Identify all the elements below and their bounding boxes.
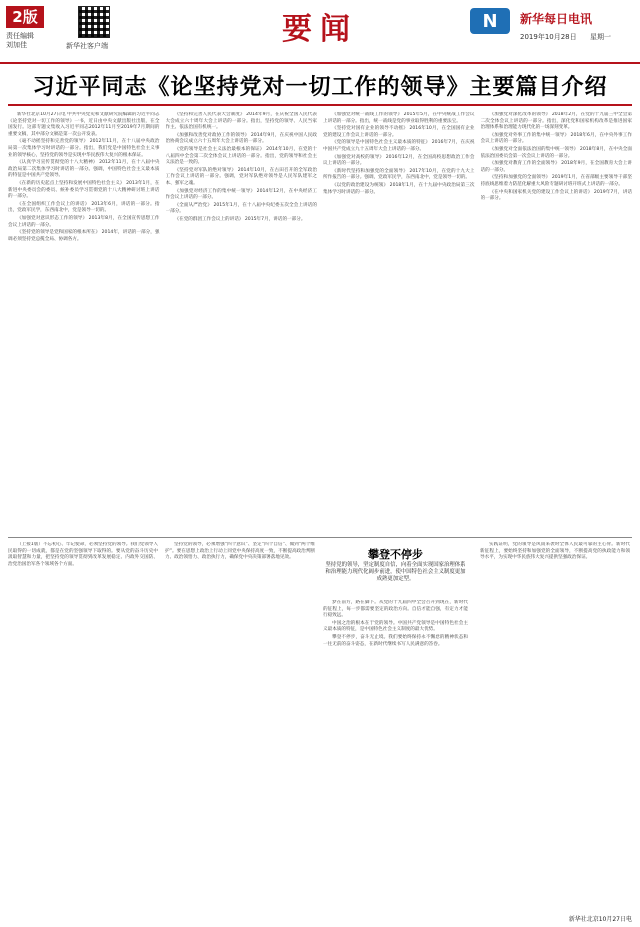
- paragraph: 《加强党对外事工作的集中统一领导》 2018年6月，在中央外事工作会议上讲话的一部分。: [480, 132, 632, 145]
- logo-letter: N: [482, 11, 498, 32]
- paragraph: 《加强党对深化改革的领导》 2018年2月，在党的十九届三中全会第二次全体会议上讲话的一部分。指出，深化党和国家机构改革是推进国家治理体系和治理能力现代化的一场深刻变革。: [480, 112, 632, 131]
- editor-credits: [6, 32, 34, 50]
- newspaper-name: 新华每日电讯: [520, 12, 593, 26]
- paragraph: 《加强党对全面依法治国的集中统一领导》 2018年8月，在中央全面依法治国委员会第一次会议上讲话的一部分。: [480, 146, 632, 159]
- article-column-2: [166, 112, 318, 532]
- editor-name: 刘加佳: [6, 41, 27, 49]
- paragraph: 《认真学习宣传贯彻党的十八大精神》 2012年11月，在十八届中央政治局第二次集体学习时讲话的一部分。强调，中国特色社会主义最本质的特征是中国共产党领导。: [8, 160, 160, 179]
- qr-caption: 新华社客户端: [66, 42, 108, 50]
- paragraph: 《加强党对统一战线工作的领导》 2015年5月，在中央统战工作会议上讲话的一部分。指出，统一战线是党的事业取得胜利的重要法宝。: [323, 112, 475, 124]
- page-number-badge: 2版: [6, 6, 44, 28]
- paragraph: 《全面从严治党》 2015年1月，在十八届中央纪委五次全会上讲话的一部分。: [165, 202, 317, 215]
- paragraph: 新华社北京10月27日电 中共中央党史和文献研究院编辑的习近平同志《论坚持党对一切工作的领导》一书，近日由中央文献出版社出版，在全国发行。这部专题文集收入习近平同志2012年11月至2019年7月期间的重要文稿，其中部分文稿是第一次公开发表。: [8, 112, 160, 137]
- paragraph: （上接1版）不忘初心、牢记使命，必须坚持党的领导。我们党领导人民取得的一切成就，都是在党的坚强领导下取得的。要从党的奋斗历史中汲取智慧和力量，把坚持党的领导贯彻到改革发展稳定、内政外交国防、治党治国治军各个领域各个方面。: [8, 542, 158, 567]
- paragraph: 攀登不停步，奋斗无止境。我们要始终保持永不懈怠的精神状态和一往无前的奋斗姿态，在新时代继续书写人民满意的答卷。: [323, 634, 468, 647]
- article-column-1: [8, 112, 160, 532]
- commentary-lead: 坚持党的领导，坚定制度自信，向着全面实现国家治理体系和治理能力现代化阔步前进，使中国特色社会主义制度更加成熟更加定型。: [325, 562, 466, 582]
- paragraph: 《党的领导是社会主义法治最根本的保证》 2014年10月，在党的十八届四中全会第二次全体会议上讲话的一部分。指出，党的领导和社会主义法治是一致的。: [165, 146, 317, 166]
- paragraph: 《坚持党对军队的绝对领导》 2014年10月，在古田召开的全军政治工作会议上讲话的一部分。强调，党对军队绝对领导是人民军队建军之本、强军之魂。: [165, 167, 317, 186]
- main-headline: 习近平同志《论坚持党对一切工作的领导》主要篇目介绍: [32, 75, 608, 100]
- editor-role: 责任编辑: [6, 32, 34, 40]
- continued-article-column-1: [8, 542, 158, 912]
- commentary-body: [323, 600, 468, 912]
- paragraph: 中国之治的根本在于党的领导。中国共产党领导是中国特色社会主义最本质的特征，是中国特色社会主义制度的最大优势。: [323, 620, 468, 633]
- article-columns: [8, 112, 632, 532]
- paragraph: 《坚持和完善人民代表大会制度》 2014年9月，在庆祝全国人民代表大会成立六十周年大会上讲话的一部分。指出，坚持党的领导、人民当家作主、依法治国有机统一。: [165, 112, 317, 131]
- article-column-3: [323, 112, 475, 532]
- paragraph: 《在党的群团工作会议上的讲话》 2015年7月，讲话的一部分。: [174, 216, 306, 222]
- newspaper-logo-icon: [470, 8, 510, 34]
- article-column-4: [481, 112, 633, 532]
- paragraph: 《在全国组织工作会议上的讲话》 2013年6月，讲话的一部分。指出，党政军民学，东西南北中，党是领导一切的。: [8, 201, 160, 214]
- continued-article-column-2: [165, 542, 315, 912]
- paragraph: 《在新的历史起点上坚持和发展中国特色社会主义》 2013年1月，在新进中央委员会的委员、候补委员学习贯彻党的十八大精神研讨班上讲话的一部分。: [8, 180, 160, 200]
- paragraph: 《加强党对高校的领导》 2016年12月，在全国高校思想政治工作会议上讲话的一部分。: [323, 154, 475, 167]
- paragraph: 《加强党对教育工作的全面领导》 2018年9月，在全国教育大会上讲话的一部分。: [480, 161, 632, 173]
- paragraph: 《坚持和加强党的全面领导》 2019年1月，在省部级主要领导干部坚持底线思维着力防范化解重大风险专题研讨班开班式上讲话的一部分。: [480, 175, 632, 187]
- lower-section: [8, 542, 632, 912]
- paragraph: 坚持党的领导，必须增强“四个意识”、坚定“四个自信”、做到“两个维护”。要在思想上政治上行动上同党中央保持高度一致，不断提高政治判断力、政治领悟力、政治执行力，确保党中央决策部署落地见效。: [165, 542, 315, 561]
- paragraph: 《以党的政治建设为统领》 2018年1月，在十九届中央政治局第三次集体学习时讲话的一部分。: [323, 182, 475, 195]
- paragraph: 《新时代坚持和加强党的全面领导》 2017年10月，在党的十九大上所作报告的一部分。强调，党政军民学，东西南北中，党是领导一切的。: [323, 168, 475, 181]
- commentary-title: 攀登不停步: [368, 548, 423, 561]
- paragraph: 《加强和改善党对政协工作的领导》 2014年9月，在庆祝中国人民政治协商会议成立六十五周年大会上讲话的一部分。: [165, 132, 317, 145]
- paragraph: 实践证明，党的领导是风雨来袭时全体人民最可靠的主心骨。新时代新征程上，要始终坚持和加强党的全面领导，不断提高党的执政能力和领导水平，为实现中华民族伟大复兴提供坚强政治保证。: [480, 542, 630, 561]
- paragraph: 《在中央和国家机关党的建设工作会议上的讲话》 2019年7月，讲话的一部分。: [480, 189, 632, 202]
- issue-weekday: 星期一: [590, 33, 611, 41]
- qr-code-icon: [78, 6, 110, 38]
- paragraph: 《加强党对意识形态工作的领导》 2013年8月，在全国宣传思想工作会议上讲话的一部分。: [8, 215, 160, 228]
- continued-article-column-3: [480, 542, 630, 912]
- paragraph: 《毫不动摇坚持和完善党的领导》 2012年11月，在十八届中央政治局第一次集体学习时讲话的一部分。指出，我们党是中国特色社会主义事业的领导核心，坚持党的领导是实现中华民族伟大复兴的根本保证。: [8, 139, 160, 158]
- paragraph: 《坚持党的领导是党和国家的根本所在》 2014年，讲话的一部分，强调必须坚持党总揽全局、协调各方。: [8, 230, 160, 242]
- paragraph: 《党的领导是中国特色社会主义最本质的特征》 2016年7月，在庆祝中国共产党成立九十五周年大会上讲话的一部分。: [323, 140, 475, 152]
- section-divider: [8, 537, 632, 538]
- masthead: [0, 0, 640, 64]
- paragraph: 梦在前方，路在脚下。从党的十九届四中全会召开到现在，新时代的征程上，每一步都需要坚定的政治方向。自信才能自强，有定力才能行稳致远。: [323, 600, 468, 619]
- commentary-byline: 新华社北京10月27日电: [568, 916, 632, 923]
- paragraph: 《坚持党对国有企业的领导不动摇》 2016年10月，在全国国有企业党的建设工作会议上讲话的一部分。: [323, 126, 475, 138]
- section-title: 要闻: [282, 12, 358, 47]
- headline-divider: [8, 104, 632, 106]
- issue-date: 2019年10月28日: [520, 33, 577, 41]
- paragraph: 《加强党对经济工作的集中统一领导》 2014年12月，在中央经济工作会议上讲话的一部分。: [165, 188, 317, 201]
